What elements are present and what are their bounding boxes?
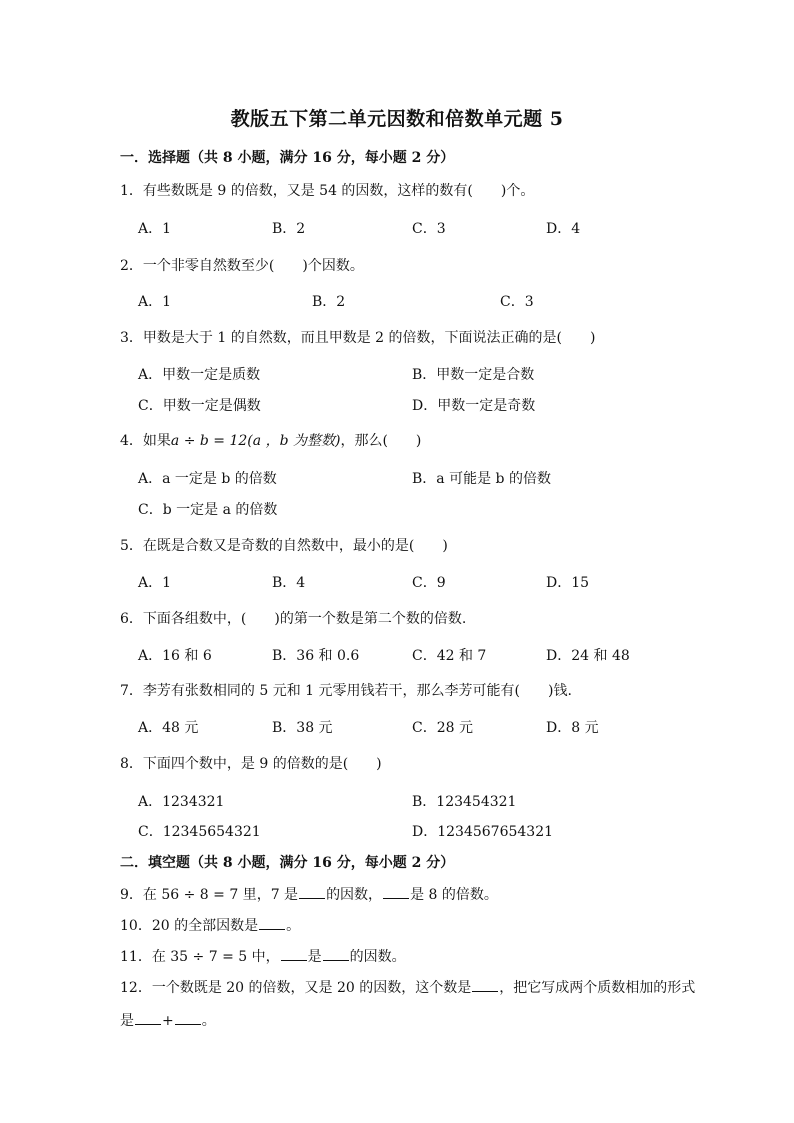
question-8: 8．下面四个数中，是 9 的倍数的是( ) xyxy=(120,756,382,772)
q12-text-b: ，把它写成两个质数相加的形式 xyxy=(499,980,696,996)
q4-stem-pre: 4．如果 xyxy=(120,433,171,449)
q5-option-c: C．9 xyxy=(412,575,446,591)
q9-text-b: 的因数， xyxy=(326,887,383,903)
q12-blank-1[interactable] xyxy=(472,979,498,992)
q7-option-a: A．48 元 xyxy=(138,720,199,736)
q8-option-c: C．12345654321 xyxy=(138,824,261,840)
q10-text-b: 。 xyxy=(286,918,301,934)
q11-text-a: 11．在 35 ÷ 7 = 5 中， xyxy=(120,949,280,965)
q6-option-a: A．16 和 6 xyxy=(138,648,212,664)
q12-text-e: 。 xyxy=(201,1013,216,1029)
q12-text-c: 是 xyxy=(120,1013,134,1029)
question-11 xyxy=(120,946,406,966)
q1-option-b: B．2 xyxy=(272,221,306,237)
q11-blank-2[interactable] xyxy=(323,948,349,961)
q12-text-a: 12．一个数既是 20 的倍数，又是 20 的因数，这个数是 xyxy=(120,980,472,996)
question-7: 7．李芳有张数相同的 5 元和 1 元零用钱若干，那么李芳可能有( )钱. xyxy=(120,683,572,699)
q11-text-c: 的因数。 xyxy=(349,949,406,965)
q2-option-a: A．1 xyxy=(138,294,172,310)
q4-option-b: B．a 可能是 b 的倍数 xyxy=(412,471,551,487)
q9-blank-1[interactable] xyxy=(299,886,325,899)
q4-option-c: C．b 一定是 a 的倍数 xyxy=(138,502,278,518)
q5-option-a: A．1 xyxy=(138,575,172,591)
q3-option-d: D．甲数一定是奇数 xyxy=(412,398,536,414)
question-5: 5．在既是合数又是奇数的自然数中，最小的是( ) xyxy=(120,538,448,554)
section-heading-fill: 二．填空题（共 8 小题，满分 16 分，每小题 2 分） xyxy=(120,855,455,871)
q4-option-a: A．a 一定是 b 的倍数 xyxy=(138,471,277,487)
q5-option-d: D．15 xyxy=(546,575,590,591)
q11-blank-1[interactable] xyxy=(281,948,307,961)
q5-option-b: B．4 xyxy=(272,575,306,591)
question-4 xyxy=(120,430,421,450)
question-6: 6．下面各组数中，( )的第一个数是第二个数的倍数. xyxy=(120,611,467,627)
section-heading-choice: 一．选择题（共 8 小题，满分 16 分，每小题 2 分） xyxy=(120,150,455,166)
question-3: 3．甲数是大于 1 的自然数，而且甲数是 2 的倍数，下面说法正确的是( ) xyxy=(120,330,596,346)
q10-blank-1[interactable] xyxy=(259,917,285,930)
q10-text-a: 10．20 的全部因数是 xyxy=(120,918,259,934)
question-9 xyxy=(120,884,498,904)
q1-option-c: C．3 xyxy=(412,221,446,237)
q4-expression: a ÷ b = 12(a ，b 为整数) xyxy=(170,433,341,449)
question-10 xyxy=(120,915,300,935)
q2-option-b: B．2 xyxy=(312,294,346,310)
q7-option-b: B．38 元 xyxy=(272,720,333,736)
q6-option-c: C．42 和 7 xyxy=(412,648,487,664)
q8-option-b: B．123454321 xyxy=(412,794,517,810)
q1-option-a: A．1 xyxy=(138,221,172,237)
q9-text-c: 是 8 的倍数。 xyxy=(410,887,498,903)
q12-plus: + xyxy=(162,1013,174,1029)
q12-blank-3[interactable] xyxy=(175,1012,201,1025)
q4-stem-post: ，那么( ) xyxy=(340,433,422,449)
q11-text-b: 是 xyxy=(307,949,322,965)
q6-option-b: B．36 和 0.6 xyxy=(272,648,360,664)
q12-blank-2[interactable] xyxy=(135,1012,161,1025)
q8-option-a: A．1234321 xyxy=(138,794,225,810)
page-title: 教版五下第二单元因数和倍数单元题 5 xyxy=(230,108,564,130)
question-12-line-1 xyxy=(120,977,695,997)
q2-option-c: C．3 xyxy=(500,294,534,310)
q9-text-a: 9．在 56 ÷ 8 = 7 里，7 是 xyxy=(120,887,299,903)
q3-option-b: B．甲数一定是合数 xyxy=(412,367,535,383)
q6-option-d: D．24 和 48 xyxy=(546,648,630,664)
q9-blank-2[interactable] xyxy=(383,886,409,899)
question-12-line-2 xyxy=(120,1010,216,1030)
q3-option-a: A．甲数一定是质数 xyxy=(138,367,261,383)
q1-option-d: D．4 xyxy=(546,221,581,237)
q3-option-c: C．甲数一定是偶数 xyxy=(138,398,261,414)
q7-option-d: D．8 元 xyxy=(546,720,599,736)
q8-option-d: D．1234567654321 xyxy=(412,824,554,840)
question-1: 1．有些数既是 9 的倍数，又是 54 的因数，这样的数有( )个。 xyxy=(120,183,535,199)
question-2: 2．一个非零自然数至少( )个因数。 xyxy=(120,258,364,274)
q7-option-c: C．28 元 xyxy=(412,720,473,736)
